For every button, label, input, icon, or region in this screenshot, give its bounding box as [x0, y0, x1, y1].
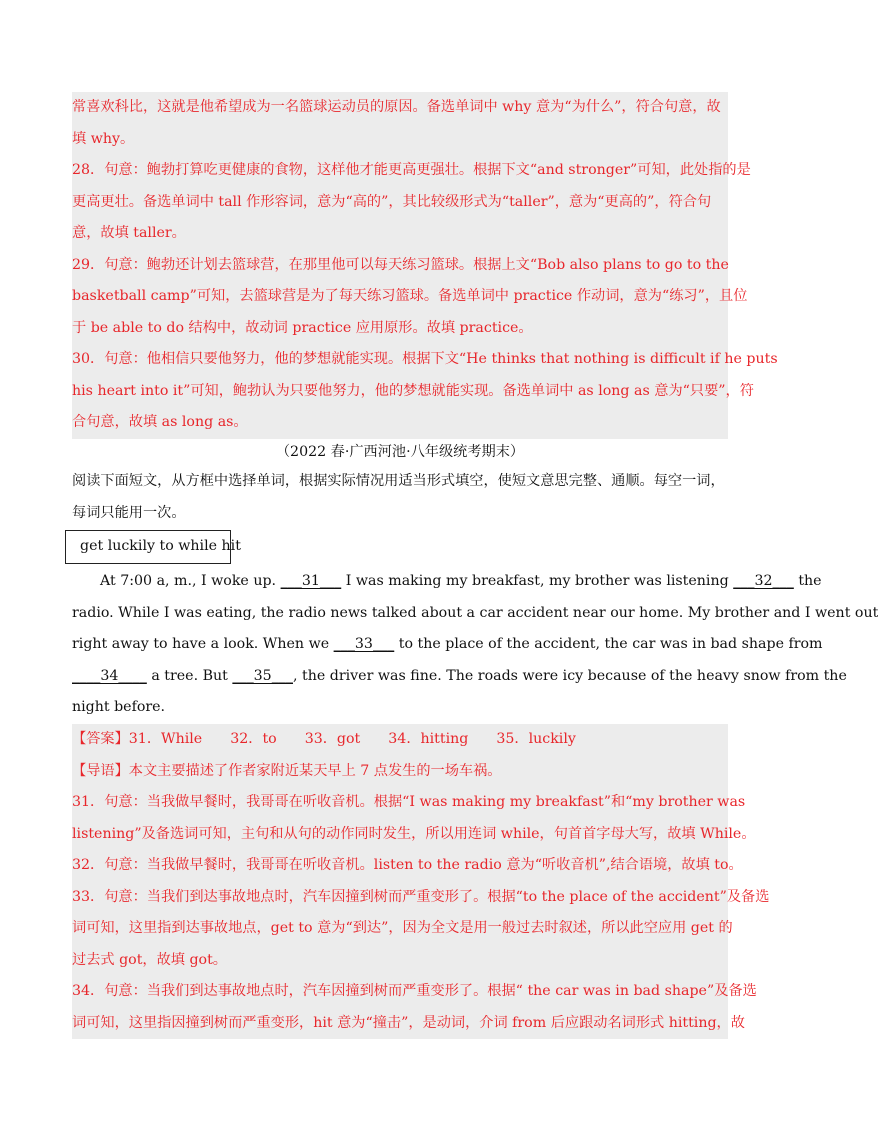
passage-line: night before.: [72, 699, 166, 715]
explanation-line: 更高更壮。备选单词中 tall 作形容词，意为“高的”，其比较级形式为“taller”，意为“更高的”，符合句: [72, 193, 712, 210]
answer-item: 34．hitting: [388, 731, 469, 747]
explanation-line: 词可知，这里指因撞到树而严重变形，hit 意为“撞击”，是动词，介词 from 后应跟动名词形式 hitting，故: [72, 1014, 745, 1031]
explanation-line: basketball camp”可知，去篮球营是为了每天练习篮球。备选单词中 practice 作动词，意为“练习”，且位: [72, 288, 748, 304]
explanation-line: 常喜欢科比，这就是他希望成为一名篮球运动员的原因。备选单词中 why 意为“为什么”，符合句意，故: [72, 99, 721, 115]
answer-label: 【答案】: [72, 731, 129, 747]
passage-text: At 7:00 a, m., I woke up.: [100, 573, 281, 589]
blank-32: ___32___: [733, 573, 794, 589]
explanation-line: 过去式 got，故填 got。: [72, 951, 227, 968]
passage-line: [72, 661, 847, 693]
blank-34: ____34____: [72, 667, 147, 684]
explanation-line: 意，故填 taller。: [72, 225, 186, 241]
explanation-line: 28．句意：鲍勃打算吃更健康的食物，这样他才能更高更强壮。根据下文“and stronger”可知，此处指的是: [72, 162, 751, 178]
passage-line: radio. While I was eating, the radio news talked about a car accident near our home. My brother and I went out: [72, 604, 878, 621]
question-source: （2022 春·广西河池·八年级统考期末）: [275, 444, 525, 460]
explanation-line: 词可知，这里指到达事故地点，get to 意为“到达”，因为全文是用一般过去时叙述，所以此空应用 get 的: [72, 920, 733, 936]
passage-text: , the driver was fine. The roads were icy because of the heavy snow from the: [293, 667, 847, 684]
answer-item: 32．to: [230, 731, 277, 747]
guide-line: 【导语】本文主要描述了作者家附近某天早上 7 点发生的一场车祸。: [72, 762, 502, 779]
passage-line: [72, 629, 823, 661]
passage-text: to the place of the accident, the car was in bad shape from: [394, 636, 823, 652]
explanation-line: 34．句意：当我们到达事故地点时，汽车因撞到树而严重变形了。根据“ the car was in bad shape”及备选: [72, 983, 757, 999]
explanation-line: 于 be able to do 结构中，故动词 practice 应用原形。故填 practice。: [72, 319, 533, 336]
passage-text: the: [793, 573, 822, 589]
explanation-line: his heart into it”可知，鲍勃认为只要他努力，他的梦想就能实现。备选单词中 as long as 意为“只要”，符: [72, 382, 754, 399]
answer-item: 33．got: [304, 731, 361, 747]
explanation-line: 30．句意：他相信只要他努力，他的梦想就能实现。根据下文“He thinks that nothing is difficult if he puts: [72, 351, 778, 367]
explanation-block-top: [72, 92, 778, 439]
blank-31: ___31___: [280, 573, 342, 589]
passage-line: [72, 566, 822, 598]
instructions: [72, 466, 728, 529]
passage-text: right away to have a look. When we: [72, 636, 334, 652]
blank-33: ___33___: [333, 636, 395, 652]
answer-item: 35．luckily: [496, 731, 576, 747]
explanation-line: listening”及备选词可知，主句和从句的动作同时发生，所以用连词 while，句首首字母大写，故填 While。: [72, 825, 756, 842]
passage: [72, 566, 878, 724]
explanation-line: 29．句意：鲍勃还计划去篮球营，在那里他可以每天练习篮球。根据上文“Bob also plans to go to the: [72, 256, 729, 273]
instruction-line: 每词只能用一次。: [72, 504, 186, 521]
explanation-block-bottom: [72, 724, 770, 1039]
answer-line: [72, 724, 728, 756]
explanation-line: 填 why。: [72, 130, 135, 147]
passage-text: I was making my breakfast, my brother was listening: [341, 573, 734, 589]
instruction-line: 阅读下面短文，从方框中选择单词，根据实际情况用适当形式填空，使短文意思完整、通顺。每空一词，: [72, 473, 725, 489]
explanation-line: 32．句意：当我做早餐时，我哥哥在听收音机。listen to the radio 意为“听收音机”,结合语境，故填 to。: [72, 857, 743, 873]
explanation-line: 33．句意：当我们到达事故地点时，汽车因撞到树而严重变形了。根据“to the place of the accident”及备选: [72, 888, 770, 905]
explanation-line: 31．句意：当我做早餐时，我哥哥在听收音机。根据“I was making my breakfast”和“my brother was: [72, 794, 746, 810]
word-box: get luckily to while hit: [65, 530, 231, 564]
blank-35: ___35___: [232, 667, 293, 684]
answer-item: 31．While: [128, 731, 203, 747]
passage-text: a tree. But: [146, 667, 233, 684]
explanation-line: 合句意，故填 as long as。: [72, 414, 248, 430]
